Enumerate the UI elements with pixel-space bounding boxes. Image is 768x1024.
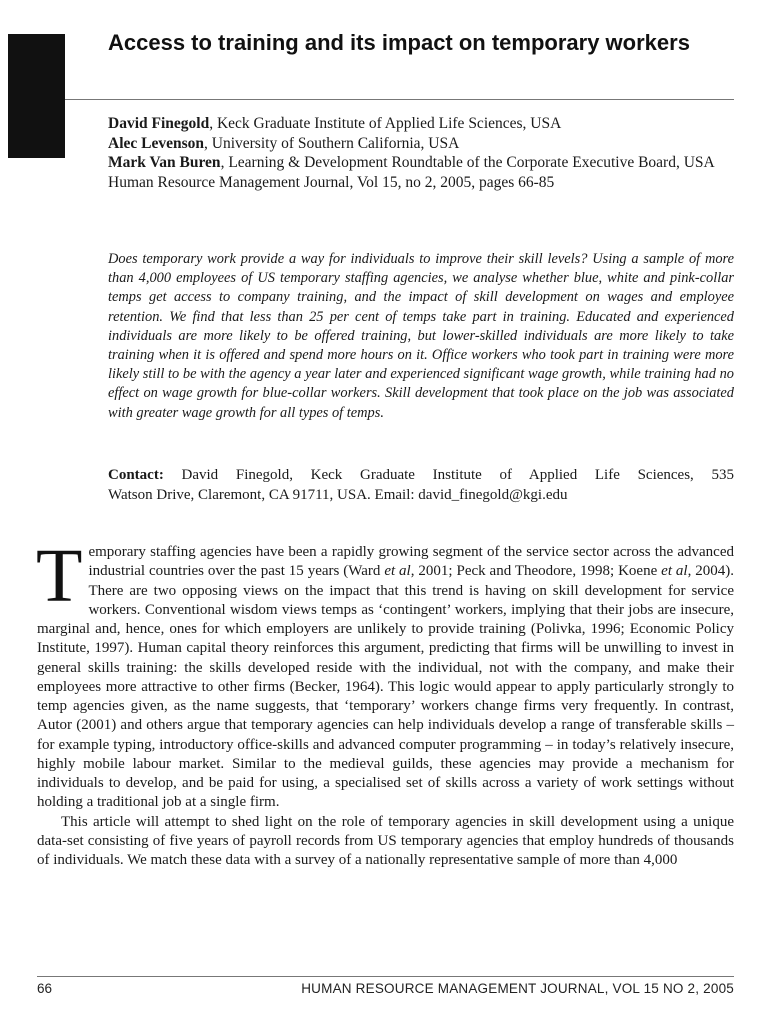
article-title: Access to training and its impact on temporary workers xyxy=(108,30,690,55)
author-name: David Finegold xyxy=(108,115,210,132)
abstract: Does temporary work provide a way for individuals to improve their skill levels? Using a sample of more than 4,000 employees of US temporary staffing agencies, we analyse whether blue, white and pink-collar temps get access to company training, and the impact of skill development on wages and employee retention. We find that less than 25 per cent of temps take part in training. Educated and experienced individuals are more likely to be offered training, but lower-skilled individuals are more likely to take training when it is offered and spend more hours on it. Office workers who took part in training were more likely still to be with the agency a year later and experienced significant wage growth, while training had no effect on wage growth for blue-collar workers. Skill development that took place on the job was associated with greater wage growth for all types of temps. xyxy=(108,251,734,421)
author-affiliation: , Learning & Development Roundtable of the Corporate Executive Board, USA xyxy=(220,154,715,171)
decorative-black-block xyxy=(8,34,65,158)
contact-line-1 xyxy=(108,466,734,486)
et-al: et al xyxy=(384,563,411,580)
author-line xyxy=(108,153,734,173)
contact-label: Contact: xyxy=(108,467,164,483)
author-line xyxy=(108,114,734,134)
body-paragraph: This article will attempt to shed light on the role of temporary agencies in skill development using a unique data-set consisting of five years of payroll records from US temporary agencies that employ hundreds of thousands of individuals. We match these data with a survey of a nationally representative sample of more than 4,000 xyxy=(37,813,734,868)
citation: Human Resource Management Journal, Vol 15, no 2, 2005, pages 66-85 xyxy=(108,173,555,191)
body-paragraph xyxy=(36,534,734,813)
author-affiliation: , Keck Graduate Institute of Applied Life Sciences, USA xyxy=(209,115,562,132)
author-name: Alec Levenson xyxy=(108,134,205,152)
author-affiliation: , University of Southern California, USA xyxy=(204,134,460,152)
page-number: 66 xyxy=(37,981,53,996)
running-footer: HUMAN RESOURCE MANAGEMENT JOURNAL, VOL 15 NO 2, 2005 xyxy=(301,981,734,996)
author-name: Mark Van Buren xyxy=(108,154,221,171)
contact-info xyxy=(108,466,734,505)
author-line xyxy=(108,134,734,154)
body-text-segment: , 2001; Peck and Theodore, 1998; Koene xyxy=(410,563,662,580)
body-text-segment: , 2004). There are two opposing views on the impact that this trend is having on skill development for service workers. Conventional wisdom views temps as ‘contingent’ workers, implying that their jobs are insecure, marginal and, hence, ones for which employers are unlikely to provide training (Polivka, 1996; Economic Policy Institute, 1997). Human capital theory reinforces this argument, predicting that firms will be unwilling to invest in general skills training: the skills developed reside with the individual, not with the company, and make their employees more attractive to other firms (Becker, 1964). This logic would appear to apply particularly strongly to temp agencies given, as the name suggests, that ‘temporary’ workers change firms very frequently. In contrast, Autor (2001) and others argue that temporary agencies can help individuals develop a range of transferable skills – for example typing, introductory office-skills and advanced computer programming – in today’s relatively insecure, highly mobile labour market. Similar to the medieval guilds, these agencies may provide a mechanism for individuals to develop, and be paid for using, a specialised set of skills across a variety of work settings without holding a traditional job at a single firm. xyxy=(37,563,734,811)
title-divider xyxy=(65,99,734,100)
body-text-segment: emporary staffing agencies have been a rapidly growing segment of the service sector across the advanced industrial countries over the past 15 years (Ward xyxy=(88,544,734,580)
et-al: et al xyxy=(661,563,688,580)
footer-divider xyxy=(37,976,734,977)
drop-cap: T xyxy=(36,534,83,618)
article-body xyxy=(36,534,734,870)
contact-text: David Finegold, Keck Graduate Institute of Applied Life Sciences, 535 xyxy=(163,467,734,483)
contact-line-2: Watson Drive, Claremont, CA 91711, USA. Email: david_finegold@kgi.edu xyxy=(108,486,568,503)
author-block xyxy=(108,114,734,192)
